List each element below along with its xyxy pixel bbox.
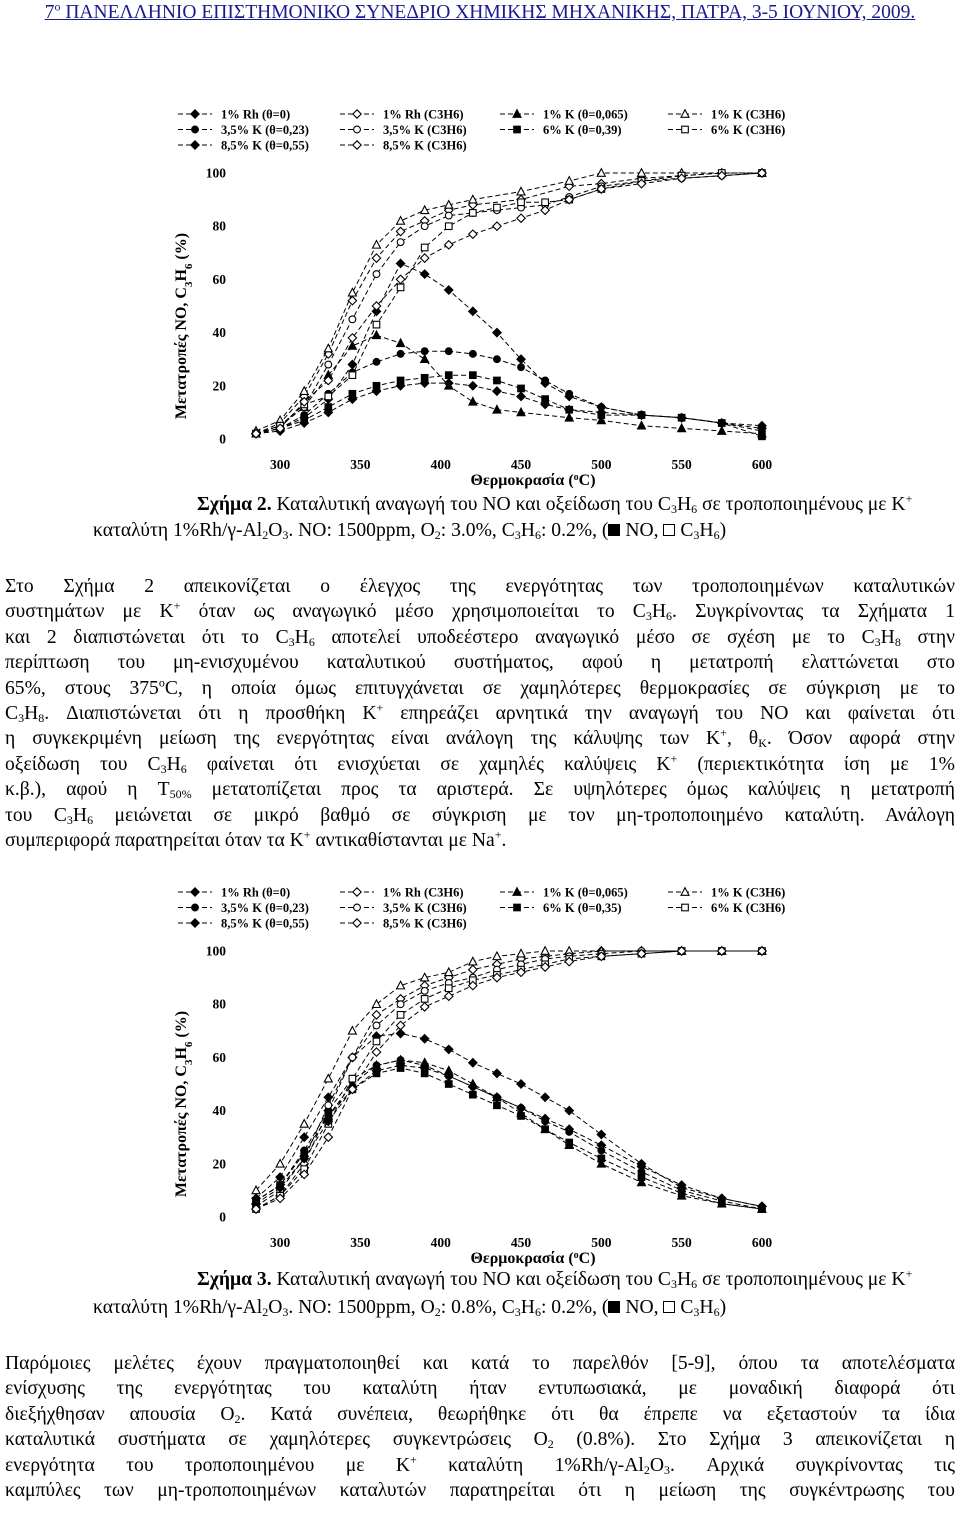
data-point: [397, 239, 404, 246]
legend-marker: [192, 904, 199, 911]
legend-label: 8,5% K (C3H6): [383, 916, 467, 931]
series-line: [256, 951, 762, 1209]
paragraph-line: διεξήχθησαν απουσία $O_2$. Κατά συνέπεια, θεωρήθηκε ότι θα έπρεπε να εξεταστούν τα ίδια: [5, 1403, 955, 1426]
legend: [178, 886, 785, 931]
ylabel-part: (%): [173, 232, 190, 264]
data-point: [469, 1059, 477, 1067]
paragraph-line: οξείδωση του $C_3H_6$ φαίνεται ότι ενισχύεται σε χαμηλές καλύψεις K+ (περιεκτικότητα ίση με 1%: [5, 751, 955, 776]
data-point: [324, 344, 332, 352]
data-point: [372, 1048, 380, 1056]
y-tick-label: 60: [212, 271, 226, 287]
legend-item: [500, 886, 628, 900]
data-point: [565, 177, 573, 185]
xlabel-part: C): [578, 1250, 596, 1267]
y-tick-label: 100: [205, 943, 226, 959]
data-point: [469, 307, 477, 315]
legend-marker: [192, 126, 199, 133]
data-point: [445, 223, 452, 230]
data-point: [469, 1082, 477, 1090]
figure-2-chart: [170, 104, 786, 499]
legend-label: 3,5% K (C3H6): [383, 123, 467, 137]
legend-item: [340, 886, 464, 900]
data-point: [469, 965, 477, 973]
data-point: [445, 212, 452, 219]
data-point: [372, 1011, 380, 1019]
data-point: [597, 169, 605, 177]
legend-item: [340, 901, 467, 915]
legend-item: [178, 139, 309, 153]
legend-marker: [191, 141, 199, 149]
legend-item: [500, 108, 628, 122]
paragraph-line: συμπεριφορά παρατηρείται όταν τα K+ αντικαθίστανται με Na+.: [5, 827, 507, 852]
data-point: [420, 1035, 428, 1043]
legend-label: 3,5% K (C3H6): [383, 901, 467, 915]
data-point: [470, 210, 477, 217]
data-point: [517, 1080, 525, 1088]
ylabel-part: Μετατροπές NO, C: [173, 1065, 190, 1198]
x-tick-label: 550: [671, 457, 692, 472]
data-point: [396, 259, 404, 267]
series-line: [256, 951, 762, 1209]
x-axis-label: [470, 1250, 595, 1268]
data-point: [300, 1120, 308, 1128]
legend-marker: [353, 141, 361, 149]
paragraph-line: ενίσχυσης της ενεργότητας του καταλύτη ήταν εντυπωσιακά, με μοναδική διαφορά ότι: [5, 1378, 955, 1400]
legend-label: 1% Rh (C3H6): [383, 107, 464, 122]
legend-label: 3,5% K (θ=0,23): [221, 123, 309, 137]
data-point: [445, 372, 452, 379]
data-point: [469, 350, 476, 357]
data-point: [372, 331, 380, 339]
data-point: [494, 356, 501, 363]
data-point: [493, 405, 501, 413]
paragraph-line: κ.β.), αφού η $T_{50\%}$ μετατοπίζεται προς τα αριστερά. Σε υψηλότερες όμως καλύψεις η μετατροπή: [5, 779, 955, 802]
data-point: [445, 992, 453, 1000]
series-1-k-c3h6-: [252, 947, 766, 1194]
legend-label: 3,5% K (θ=0,23): [221, 901, 309, 915]
data-point: [421, 988, 428, 995]
data-point: [420, 254, 428, 262]
y-axis-label: [173, 233, 195, 419]
data-point: [494, 1102, 501, 1109]
figure-2-caption-label: Σχήμα 2.: [197, 494, 272, 515]
data-point: [325, 1102, 332, 1109]
legend-label: 8,5% K (θ=0,55): [221, 916, 309, 931]
data-point: [397, 284, 404, 291]
y-axis-label: [173, 1011, 195, 1197]
ylabel-part: Μετατροπές NO, C: [173, 287, 190, 420]
legend-label: 1% Rh (θ=0): [221, 885, 291, 900]
legend-marker: [682, 904, 689, 911]
data-point: [494, 204, 501, 211]
x-tick-label: 350: [350, 1235, 371, 1250]
data-point: [397, 1001, 404, 1008]
data-point: [420, 270, 428, 278]
data-point: [470, 1091, 477, 1098]
data-point: [397, 217, 405, 225]
data-point: [349, 316, 356, 323]
data-point: [349, 372, 356, 379]
legend-item: [668, 108, 785, 122]
ylabel-part: 6: [183, 263, 195, 270]
legend-item: [178, 123, 309, 137]
legend-item: [500, 901, 622, 915]
data-point: [325, 361, 332, 368]
y-tick-label: 40: [212, 1103, 226, 1119]
y-tick-label: 60: [212, 1049, 226, 1065]
data-point: [348, 1027, 356, 1035]
legend-label: 6% K (C3H6): [711, 123, 786, 137]
data-point: [494, 377, 501, 384]
data-point: [566, 1139, 573, 1146]
paragraph-line: η συγκεκριμένη μείωση της ενεργότητας είναι ανάλογη της κάλυψης των K+, $\theta_K$. Όσον αφορά στην: [5, 725, 956, 751]
data-point: [493, 952, 501, 960]
figure-3-caption-line2: καταλύτη $1\%Rh/\gamma-Al_2O_3$. NO: 1500ppm, $O_2$: 0.8%, $C_3H_6$: 0.2%, ( NO, $C_3H_6$): [93, 1297, 727, 1319]
legend-marker: [191, 110, 199, 118]
data-point: [470, 372, 477, 379]
data-point: [518, 199, 525, 206]
data-point: [445, 985, 452, 992]
data-point: [372, 254, 380, 262]
y-tick-label: 0: [219, 1209, 226, 1225]
data-point: [348, 296, 356, 304]
legend-item: [340, 139, 467, 153]
data-point: [445, 286, 453, 294]
legend-item: [178, 901, 309, 915]
data-point: [541, 1093, 549, 1101]
series-6-k-c3h6-: [253, 170, 766, 437]
data-point: [445, 348, 452, 355]
data-point: [397, 1012, 404, 1019]
legend-label: 1% Rh (C3H6): [383, 885, 464, 900]
data-point: [759, 433, 766, 440]
data-point: [445, 968, 453, 976]
xlabel-part: o: [573, 471, 579, 483]
data-point: [493, 328, 501, 336]
legend: [178, 108, 785, 153]
data-point: [373, 271, 380, 278]
paragraph-line: και 2 διαπιστώνεται ότι το $C_3H_6$ αποτελεί υποδεέστερο αναγωγικό μέσο σε σχέση με το $C_3H_8$ στην: [5, 626, 955, 649]
figure-3-caption-label: Σχήμα 3.: [197, 1269, 272, 1290]
ylabel-part: 3: [183, 281, 195, 288]
legend-marker: [191, 888, 199, 896]
data-point: [324, 1133, 332, 1141]
series-line: [256, 951, 762, 1209]
header-ordinal: 7: [44, 2, 55, 23]
filled-square-icon: [608, 1301, 620, 1313]
data-point: [469, 230, 477, 238]
y-tick-label: 20: [212, 378, 226, 394]
data-point: [397, 350, 404, 357]
legend-item: [340, 123, 467, 137]
data-point: [348, 288, 356, 296]
legend-marker: [353, 888, 361, 896]
data-point: [597, 1130, 605, 1138]
legend-label: 6% K (C3H6): [711, 901, 786, 915]
figure-3-svg: [170, 882, 786, 1277]
figure-3-caption-line1: Σχήμα 3. Καταλυτική αναγωγή του NO και οξείδωση του $C_3H_6$ σε τροποποιημένους με K+: [197, 1266, 913, 1291]
xlabel-part: Θερμοκρασία (: [470, 472, 574, 489]
data-point: [421, 996, 428, 1003]
legend-marker: [191, 919, 199, 927]
x-tick-label: 500: [591, 1235, 612, 1250]
data-point: [276, 1160, 284, 1168]
data-point: [517, 214, 525, 222]
paragraph-line: συστημάτων με K+ όταν ως αναγωγικό μέσο χρησιμοποιείται το $C_3H_6$. Συγκρίνοντας τα Σχήματα 1: [5, 598, 955, 624]
data-point: [300, 1133, 308, 1141]
figure-3-chart: [170, 882, 786, 1277]
figure-2-caption-line2: καταλύτη $1\%Rh/\gamma-Al_2O_3$. NO: 1500ppm, $O_2$: 3.0%, $C_3H_6$: 0.2%, ( NO, $C_3H_6$): [93, 520, 727, 542]
conference-header: [0, 2, 960, 24]
legend-marker: [353, 110, 361, 118]
legend-label: 8,5% K (θ=0,55): [221, 138, 309, 153]
data-point: [493, 387, 501, 395]
data-point: [348, 360, 356, 368]
y-tick-label: 80: [212, 996, 226, 1012]
paragraph-line: καταλυτικά συστήματα σε χαμηλότερες συγκεντρώσεις $O_2$ (0.8%). Στο Σχήμα 3 απεικονίζεται η: [5, 1429, 955, 1452]
x-tick-label: 600: [751, 457, 773, 472]
data-point: [542, 377, 549, 384]
figure-2-caption-line1: Σχήμα 2. Καταλυτική αναγωγή του NO και οξείδωση του $C_3H_6$ σε τροποποιημένους με K+: [197, 491, 913, 516]
legend-label: 1% K (θ=0,065): [543, 107, 628, 122]
legend-item: [500, 123, 622, 137]
x-tick-label: 300: [269, 457, 291, 472]
legend-item: [340, 108, 464, 122]
data-point: [421, 348, 428, 355]
paragraph-line: ενεργότητα του τροποποιημένου με K+ καταλύτη $1\%Rh/\gamma-Al_2O_3$. Αρχικά συγκρίνοντας τις: [5, 1452, 956, 1477]
data-point: [469, 397, 477, 405]
data-point: [397, 339, 405, 347]
data-point: [373, 321, 380, 328]
ylabel-part: H: [173, 1047, 190, 1060]
ylabel-part: (%): [173, 1010, 190, 1042]
legend-marker: [354, 126, 361, 133]
data-point: [324, 1074, 332, 1082]
data-point: [493, 1069, 501, 1077]
data-point: [421, 355, 429, 363]
xlabel-part: Θερμοκρασία (: [470, 1250, 574, 1267]
data-point: [349, 1075, 356, 1082]
legend-marker: [514, 126, 521, 133]
paragraph-line: καμπύλες των μη-τροποποιημένων καταλυτών παρατηρείται ότι η μείωση της συγκέντρωσης του: [5, 1480, 955, 1502]
data-point: [445, 1081, 452, 1088]
data-point: [373, 1038, 380, 1045]
data-point: [373, 1022, 380, 1029]
legend-marker: [353, 919, 361, 927]
x-tick-label: 450: [510, 1235, 532, 1250]
data-point: [373, 358, 380, 365]
legend-item: [668, 886, 785, 900]
y-tick-label: 20: [212, 1156, 226, 1172]
legend-item: [178, 108, 290, 122]
legend-marker: [682, 126, 689, 133]
data-point: [638, 1174, 645, 1181]
x-tick-label: 400: [430, 1235, 451, 1250]
data-point: [518, 364, 525, 371]
header-ordinal-sup: ο: [54, 0, 61, 14]
data-point: [542, 1126, 549, 1133]
data-point: [517, 949, 525, 957]
data-point: [396, 275, 404, 283]
paragraph-1: [5, 574, 955, 853]
series-line: [256, 951, 762, 1190]
paragraph-line: Στο Σχήμα 2 απεικονίζεται ο έλεγχος της ενεργότητας των τροποποιημένων καταλυτικών: [5, 576, 955, 597]
data-point: [349, 1054, 356, 1061]
x-tick-label: 550: [671, 1235, 692, 1250]
header-text: ΠΑΝΕΛΛΗΝΙΟ ΕΠΙΣΤΗΜΟΝΙΚΟ ΣΥΝΕΔΡΙΟ ΧΗΜΙΚΗΣ ΜΗΧΑΝΙΚΗΣ, ΠΑΤΡΑ, 3-5 ΙΟΥΝΙΟΥ, 2009.: [60, 2, 916, 23]
ylabel-part: 3: [183, 1059, 195, 1066]
data-point: [445, 241, 453, 249]
x-tick-label: 450: [510, 457, 532, 472]
x-tick-label: 350: [350, 457, 371, 472]
legend-item: [340, 917, 467, 931]
legend-label: 1% Rh (θ=0): [221, 107, 291, 122]
legend-item: [668, 123, 785, 137]
data-point: [565, 1106, 573, 1114]
y-tick-label: 80: [212, 218, 226, 234]
data-point: [541, 947, 549, 955]
legend-item: [178, 917, 309, 931]
x-tick-label: 300: [269, 1235, 291, 1250]
data-point: [445, 1045, 453, 1053]
x-axis-label: [470, 472, 595, 490]
data-point: [637, 421, 645, 429]
paragraph-line: του $C_3H_6$ μειώνεται σε μικρό βαθμό σε σύγκριση με τον μη-τροποποιημένο καταλύτη. Ανάλογη: [5, 804, 955, 827]
data-point: [396, 1029, 404, 1037]
x-tick-label: 500: [591, 457, 612, 472]
data-point: [517, 392, 525, 400]
data-point: [372, 241, 380, 249]
data-point: [542, 199, 549, 206]
xlabel-part: o: [573, 1249, 579, 1261]
paragraph-line: 65%, στους 375$^o$C, η οποία όμως επιτυγχάνεται σε χαμηλότερες θερμοκρασίες σε σύγκριση με το: [5, 675, 955, 699]
legend-marker: [354, 904, 361, 911]
legend-label: 1% K (C3H6): [711, 885, 786, 900]
data-point: [372, 1000, 380, 1008]
legend-label: 6% K (θ=0,35): [543, 901, 622, 915]
filled-square-icon: [608, 524, 620, 536]
ylabel-part: H: [173, 269, 190, 282]
figure-2-svg: [170, 104, 786, 499]
paragraph-2: [5, 1351, 955, 1503]
legend-label: 1% K (θ=0,065): [543, 885, 628, 900]
data-point: [566, 390, 573, 397]
legend-item: [668, 901, 785, 915]
data-point: [325, 393, 332, 400]
data-point: [348, 334, 356, 342]
y-tick-label: 100: [205, 165, 226, 181]
legend-label: 6% K (θ=0,39): [543, 123, 622, 137]
data-point: [517, 408, 525, 416]
data-point: [493, 222, 501, 230]
data-point: [324, 1093, 332, 1101]
legend-item: [178, 886, 290, 900]
y-tick-label: 40: [212, 325, 226, 341]
data-point: [678, 1190, 685, 1197]
open-square-icon: [663, 1301, 675, 1313]
ylabel-part: 6: [183, 1041, 195, 1048]
legend-label: 1% K (C3H6): [711, 107, 786, 122]
data-point: [518, 385, 525, 392]
y-tick-label: 0: [219, 431, 226, 447]
data-point: [469, 382, 477, 390]
paragraph-line: περίπτωση του μη-ενισχυμένου καταλυτικού συστήματος, αφού η μετατροπή ελαττώνεται στο: [5, 652, 955, 674]
data-point: [678, 424, 686, 432]
data-point: [598, 1155, 605, 1162]
legend-marker: [514, 904, 521, 911]
xlabel-part: C): [578, 472, 596, 489]
legend-label: 8,5% K (C3H6): [383, 138, 467, 153]
x-tick-label: 600: [751, 1235, 773, 1250]
data-point: [421, 244, 428, 251]
paragraph-line: Παρόμοιες μελέτες έχουν πραγματοποιηθεί και κατά το παρελθόν [5-9], όπου τα αποτελέσματα: [5, 1353, 955, 1374]
x-tick-label: 400: [430, 457, 451, 472]
data-point: [421, 223, 428, 230]
paragraph-line: $C_3H_8$. Διαπιστώνεται ότι η προσθήκη K+ επηρεάζει αρνητικά την αναγωγή του NO και φαίνεται ότι: [5, 700, 956, 726]
open-square-icon: [663, 524, 675, 536]
data-point: [518, 1113, 525, 1120]
